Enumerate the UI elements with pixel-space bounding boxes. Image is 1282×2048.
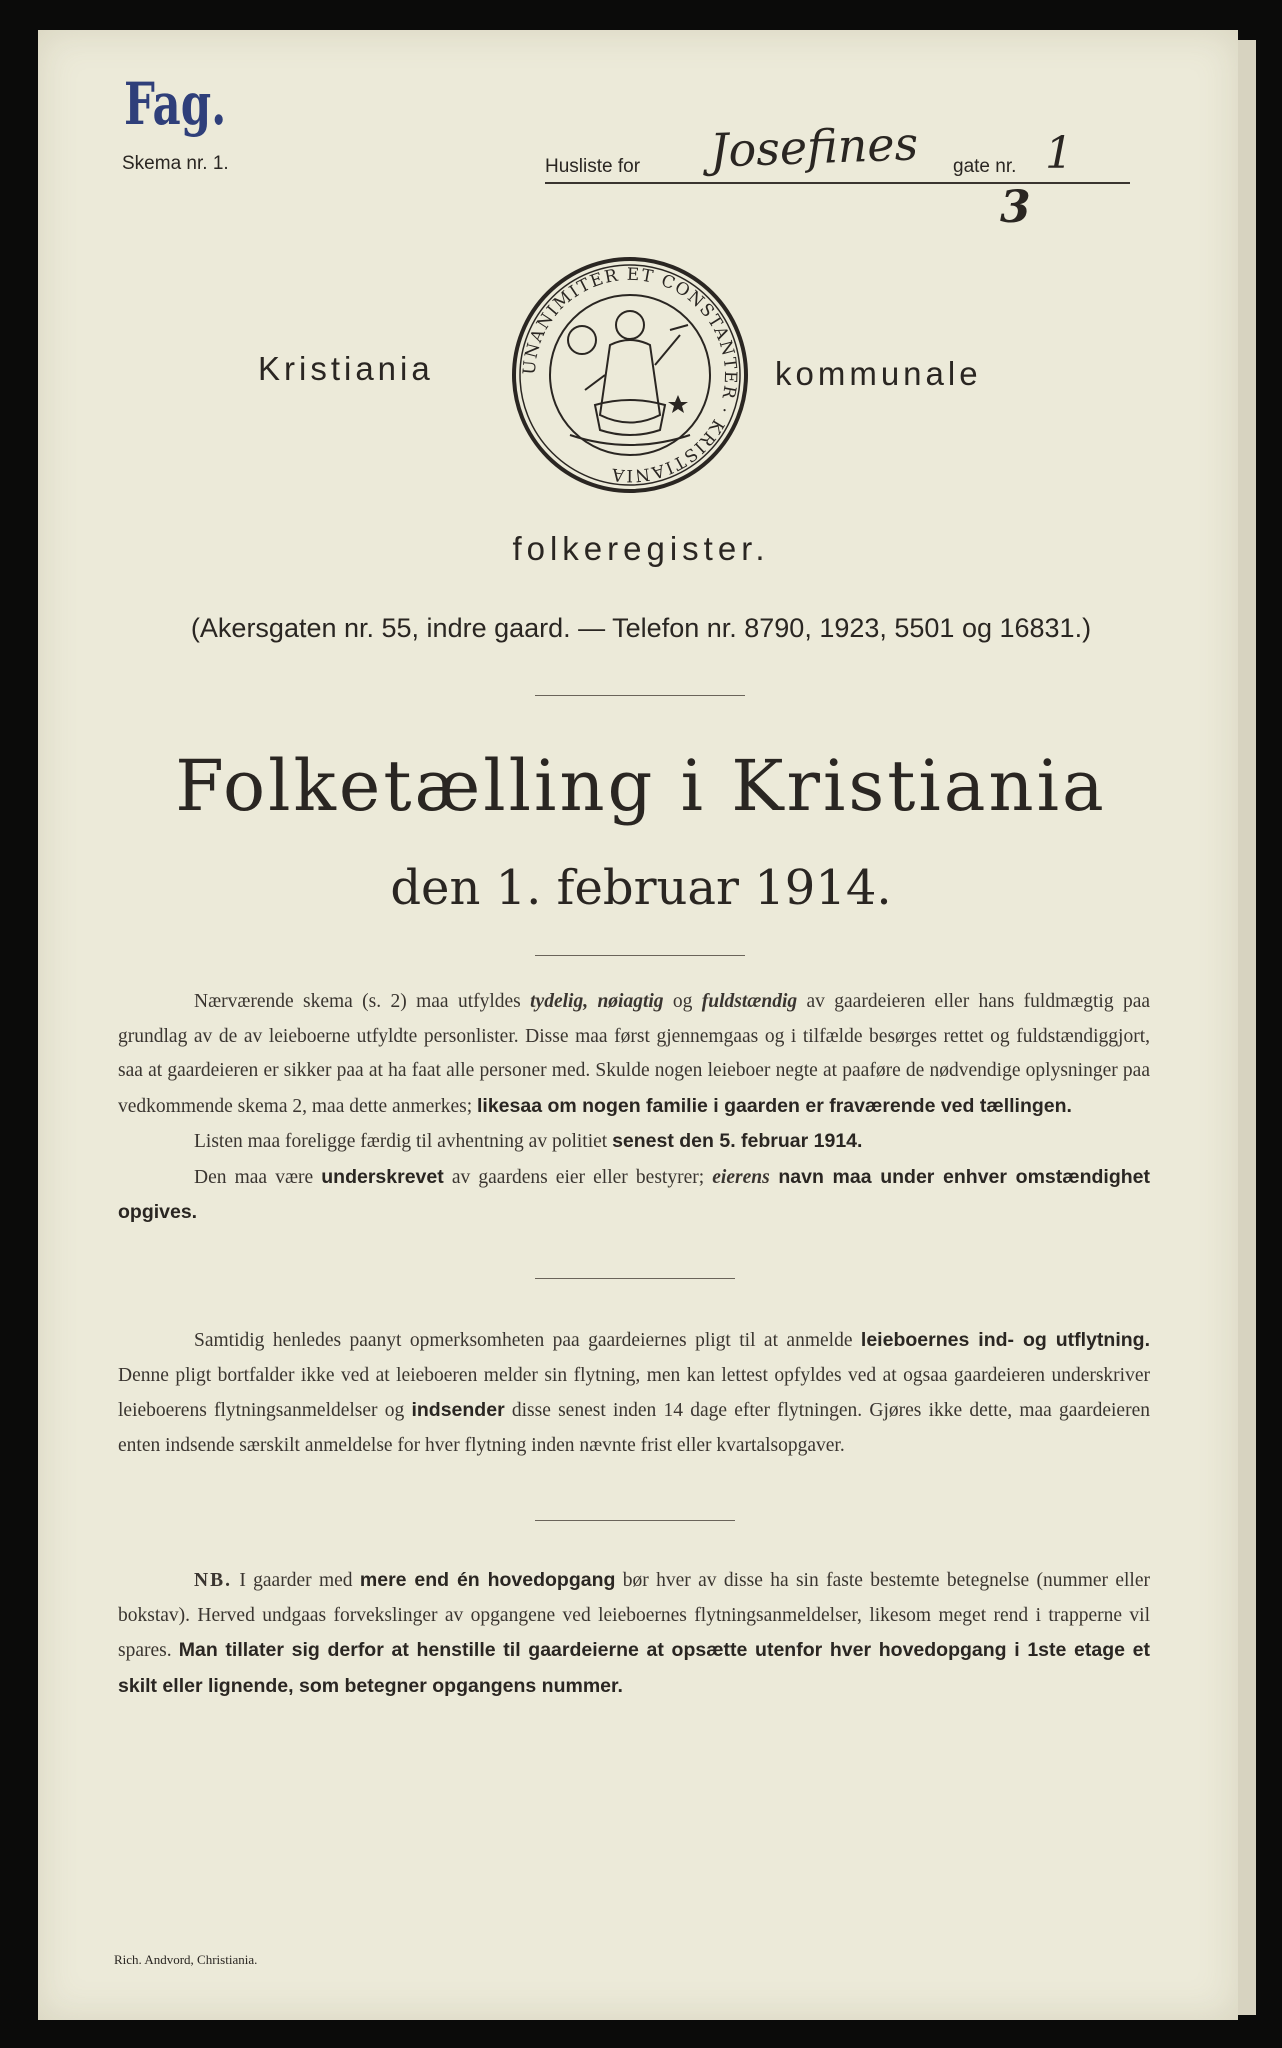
husliste-row [545, 116, 1130, 184]
letterhead-right: kommunale [775, 355, 982, 392]
divider-1 [535, 695, 745, 696]
city-seal [510, 255, 750, 495]
seal-ring-text: UNANIMITER ET CONSTANTER · KRISTIANIA [519, 264, 741, 486]
letterhead-folkeregister: folkeregister. [512, 530, 770, 567]
bold-familie: likesaa om nogen familie i gaarden er fraværende ved tællingen. [477, 1094, 1072, 1117]
letterhead-left: Kristiania [258, 350, 434, 387]
husliste-label: Husliste for [545, 156, 641, 177]
instructions-block-2: Samtidig henledes paanyt opmerksomheten paa gaardeiernes pligt til at anmelde leieboernes ind- og utflytning. Denne pligt bortfalder ikke ved at leieboeren melder sin flytning, men kan lettest opfyldes ved at ogsaa gaardeieren underskriver leieboerens flytningsanmeldelser og indsender disse senest inden 14 dage efter flytningen. Gjøres ikke dette, maa gaardeieren enten indsende særskilt anmeldelse for hver flytning inden nævnte frist eller kvartalsopgaver. [118, 1329, 1150, 1456]
husliste-underline [545, 182, 1130, 184]
document-title: Folketælling i Kristiania [175, 745, 1107, 827]
street-name-handwritten: Josefines [709, 116, 919, 178]
bold-deadline: senest den 5. februar 1914. [612, 1130, 863, 1152]
instructions-block-1: Nærværende skema (s. 2) maa utfyldes tydelig, nøiagtig og fuldstændig av gaardeieren eller hans fuldmægtig paa grundlag av de av leieboerne utfyldte personlister. Disse maa først gjennemgaas og i tilfælde besørges rettet og fuldstændiggjort, saa at gaardeieren er sikker paa at ha faat alle personer med. Skulde nogen leieboer negte at paaføre de nødvendige oplysninger paa vedkommende skema 2, maa dette anmerkes; likesaa om nogen familie i gaarden er fraværende ved tællingen. Listen maa foreligge færdig til avhentning av politiet senest den 5. februar 1914. Den maa være underskrevet av gaardens eier eller bestyrer; eierens navn maa under enhver omstændighet opgives. [118, 991, 1151, 1223]
emphasis-fuldstaendig: fuldstændig [701, 991, 798, 1012]
instructions-block-nb: NB. I gaarder med mere end én hovedopgang bør hver av disse ha sin faste bestemte betegnelse (nummer eller bokstav). Herved undgaas forvekslinger av opgangene ved leieboernes flytningsanmeldelser, likesom meget rend i trapperne vil spares. Man tillater sig derfor at henstille til gaardeierne at opsætte utenfor hver hovedopgang i 1ste etage et skilt eller lignende, som betegner opgangens nummer. [118, 1569, 1150, 1697]
printer-imprint: Rich. Andvord, Christiania. [114, 1952, 258, 1967]
fag-stamp: Fag. [124, 70, 227, 138]
gate-label: gate nr. [953, 156, 1017, 177]
gate-number-handwritten: 1 [1045, 128, 1073, 179]
nb-marker: NB. [194, 1570, 232, 1591]
extra-number-handwritten: 3 [1000, 182, 1031, 233]
divider-3 [535, 1278, 735, 1279]
divider-2 [535, 955, 745, 956]
document-date: den 1. februar 1914. [390, 860, 892, 916]
emphasis-tydelig: tydelig, nøiagtig [530, 991, 664, 1012]
skema-number: Skema nr. 1. [122, 153, 229, 174]
office-address: (Akersgaten nr. 55, indre gaard. — Telefon nr. 8790, 1923, 5501 og 16831.) [190, 613, 1092, 643]
divider-4 [535, 1520, 735, 1521]
